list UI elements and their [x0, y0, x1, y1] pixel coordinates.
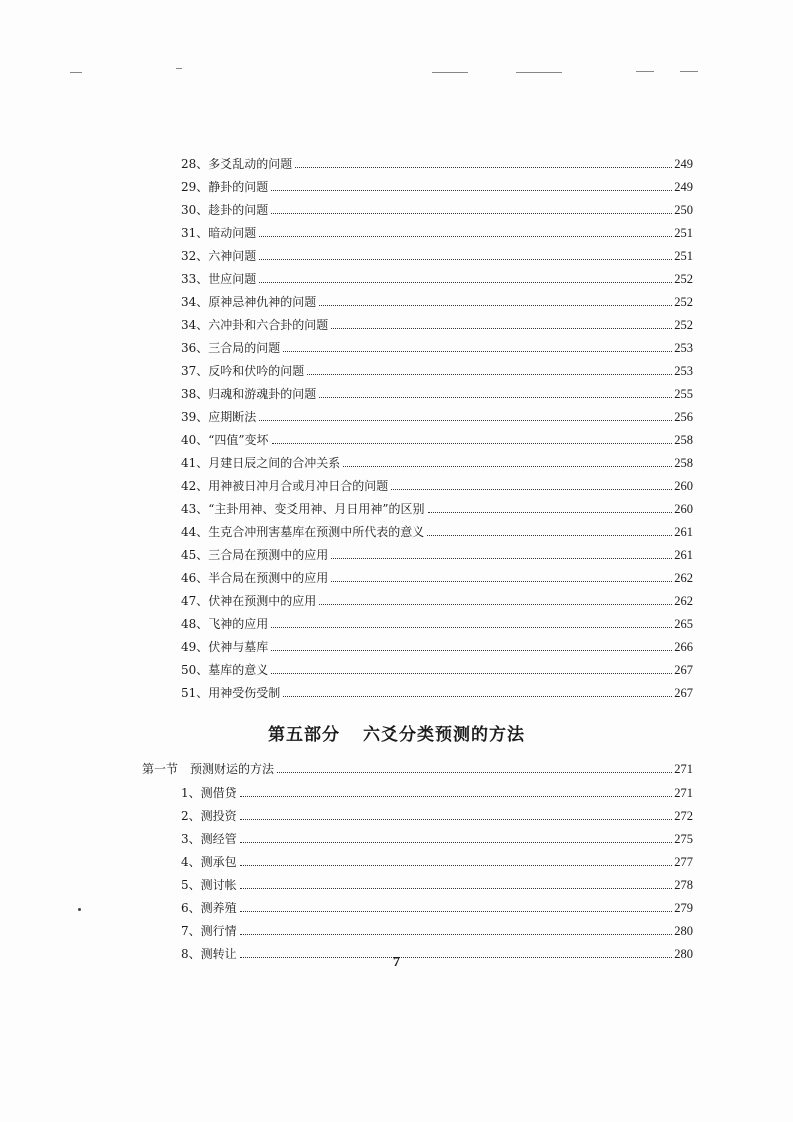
- toc-entry[interactable]: [181, 362, 693, 378]
- dot-leader: [277, 772, 672, 773]
- dot-leader: [319, 604, 672, 605]
- toc-entry-label: 36、三合局的问题: [181, 341, 281, 355]
- dot-leader: [307, 374, 672, 375]
- toc-entry-label: 7、测行情: [181, 924, 237, 938]
- scan-mark: [680, 71, 698, 72]
- toc-entry-page: 250: [674, 203, 693, 217]
- toc-entry[interactable]: [181, 899, 693, 915]
- toc-entry-label: 6、测养殖: [181, 901, 237, 915]
- toc-entry-page: 262: [674, 594, 693, 608]
- part-title: 六爻分类预测的方法: [362, 725, 525, 745]
- toc-entry-label: 30、趁卦的问题: [181, 203, 269, 217]
- toc-entry[interactable]: [181, 431, 693, 447]
- toc-entry[interactable]: [181, 615, 693, 631]
- part-label: 第五部分: [268, 725, 341, 745]
- toc-entry-label: 34、六冲卦和六合卦的问题: [181, 318, 329, 332]
- dot-leader: [391, 489, 672, 490]
- toc-entry-label: 47、伏神在预测中的应用: [181, 594, 317, 608]
- toc-entry[interactable]: [181, 853, 693, 869]
- toc-entry-page: 252: [674, 272, 693, 286]
- toc-entry-page: 267: [674, 663, 693, 677]
- toc-entry[interactable]: [181, 638, 693, 654]
- toc-entry-page: 253: [674, 341, 693, 355]
- dot-leader: [343, 466, 672, 467]
- toc-entry-label: 37、反吟和伏吟的问题: [181, 364, 305, 378]
- toc-entry-page: 267: [674, 686, 693, 700]
- toc-entry-label: 38、归魂和游魂卦的问题: [181, 387, 317, 401]
- toc-entry-page: 278: [674, 878, 693, 892]
- toc-entry-label: 33、世应问题: [181, 272, 257, 286]
- toc-entry-label: 5、测讨帐: [181, 878, 237, 892]
- toc-entry[interactable]: [181, 684, 693, 700]
- dot-leader: [240, 865, 673, 866]
- toc-entry-label: 51、用神受伤受制: [181, 686, 281, 700]
- dot-leader: [295, 167, 672, 168]
- dot-leader: [240, 911, 673, 912]
- toc-entry-page: 260: [674, 502, 693, 516]
- toc-entry-label: 40、“四值”变坏: [181, 433, 269, 447]
- toc-entry-page: 252: [674, 295, 693, 309]
- toc-entry-page: 252: [674, 318, 693, 332]
- toc-entry-page: 271: [674, 786, 693, 800]
- toc-entry[interactable]: [181, 247, 693, 263]
- toc-entry[interactable]: [181, 224, 693, 240]
- toc-entry[interactable]: [181, 155, 693, 171]
- dot-leader: [283, 696, 672, 697]
- toc-entry-page: 279: [674, 901, 693, 915]
- toc-entry[interactable]: [181, 477, 693, 493]
- toc-entry[interactable]: [181, 178, 693, 194]
- toc-entry-label: 1、测借贷: [181, 786, 237, 800]
- dot-leader: [331, 558, 672, 559]
- dot-leader: [259, 420, 672, 421]
- toc-entry-page: 280: [674, 947, 693, 961]
- scan-mark: [432, 72, 468, 73]
- toc-entry-label: 2、测投资: [181, 809, 237, 823]
- part-heading: [0, 720, 793, 745]
- toc-entry-page: 249: [674, 180, 693, 194]
- toc-entry[interactable]: [181, 876, 693, 892]
- toc-entry[interactable]: [181, 500, 693, 516]
- scan-speck: [78, 908, 81, 911]
- dot-leader: [240, 888, 673, 889]
- toc-entry[interactable]: [181, 454, 693, 470]
- dot-leader: [271, 213, 672, 214]
- dot-leader: [331, 581, 672, 582]
- toc-entry-page: 262: [674, 571, 693, 585]
- dot-leader: [319, 305, 672, 306]
- toc-entry-label: 48、飞神的应用: [181, 617, 269, 631]
- toc-entry-page: 265: [674, 617, 693, 631]
- dot-leader: [331, 328, 672, 329]
- toc-section-page: 271: [674, 762, 693, 776]
- toc-entry[interactable]: [181, 293, 693, 309]
- toc-entry-page: 275: [674, 832, 693, 846]
- dot-leader: [428, 512, 673, 513]
- dot-leader: [240, 796, 673, 797]
- toc-entry[interactable]: [181, 922, 693, 938]
- dot-leader: [240, 842, 673, 843]
- toc-entry-page: 280: [674, 924, 693, 938]
- dot-leader: [240, 934, 673, 935]
- toc-entry-label: 44、生克合冲刑害墓库在预测中所代表的意义: [181, 525, 425, 539]
- toc-entry[interactable]: [181, 385, 693, 401]
- toc-entry-page: 251: [674, 226, 693, 240]
- toc-entry-label: 41、月建日辰之间的合冲关系: [181, 456, 341, 470]
- toc-entry[interactable]: [181, 592, 693, 608]
- dot-leader: [271, 673, 672, 674]
- toc-entry-label: 3、测经管: [181, 832, 237, 846]
- toc-entry-page: 261: [674, 525, 693, 539]
- toc-entry[interactable]: [181, 523, 693, 539]
- dot-leader: [319, 397, 672, 398]
- toc-entry-label: 32、六神问题: [181, 249, 257, 263]
- dot-leader: [272, 443, 673, 444]
- dot-leader: [271, 627, 672, 628]
- scan-mark: [176, 68, 182, 69]
- toc-entry-page: 258: [674, 456, 693, 470]
- toc-section-entry[interactable]: [142, 760, 693, 776]
- toc-entry[interactable]: [181, 270, 693, 286]
- toc-entry-page: 266: [674, 640, 693, 654]
- toc-entry-label: 28、多爻乱动的问题: [181, 157, 293, 171]
- toc-entry-page: 258: [674, 433, 693, 447]
- dot-leader: [271, 190, 672, 191]
- dot-leader: [240, 819, 673, 820]
- toc-entry-label: 43、“主卦用神、变爻用神、月日用神”的区别: [181, 502, 425, 516]
- toc-entry-page: 261: [674, 548, 693, 562]
- toc-entry[interactable]: [181, 661, 693, 677]
- toc-entry-label: 39、应期断法: [181, 410, 257, 424]
- toc-entry-page: 251: [674, 249, 693, 263]
- page-number: 7: [393, 955, 400, 970]
- toc-entry-label: 4、测承包: [181, 855, 237, 869]
- toc-entry-page: 260: [674, 479, 693, 493]
- toc-entry[interactable]: [181, 807, 693, 823]
- toc-entry-label: 45、三合局在预测中的应用: [181, 548, 329, 562]
- dot-leader: [259, 259, 672, 260]
- toc-entry[interactable]: [181, 408, 693, 424]
- toc-entry[interactable]: [181, 830, 693, 846]
- toc-entry-label: 46、半合局在预测中的应用: [181, 571, 329, 585]
- toc-entry-label: 49、伏神与墓库: [181, 640, 269, 654]
- toc-section-label: 第一节 预测财运的方法: [142, 762, 275, 776]
- toc-entry[interactable]: [181, 784, 693, 800]
- toc-entry-label: 34、原神忌神仇神的问题: [181, 295, 317, 309]
- dot-leader: [427, 535, 672, 536]
- toc-entry-page: 249: [674, 157, 693, 171]
- dot-leader: [283, 351, 672, 352]
- toc-entry[interactable]: [181, 201, 693, 217]
- toc-entry-page: 272: [674, 809, 693, 823]
- toc-entry-label: 29、静卦的问题: [181, 180, 269, 194]
- dot-leader: [259, 282, 672, 283]
- scan-mark: [70, 72, 82, 73]
- toc-entry-page: 255: [674, 387, 693, 401]
- dot-leader: [271, 650, 672, 651]
- toc-entry[interactable]: [181, 339, 693, 355]
- toc-entry[interactable]: [181, 546, 693, 562]
- toc-entry-label: 50、墓库的意义: [181, 663, 269, 677]
- toc-entry-page: 277: [674, 855, 693, 869]
- scan-mark: [636, 71, 654, 72]
- toc-entry-page: 253: [674, 364, 693, 378]
- toc-entry[interactable]: [181, 569, 693, 585]
- scan-mark: [516, 72, 562, 73]
- toc-entry-label: 42、用神被日冲月合或月冲日合的问题: [181, 479, 389, 493]
- dot-leader: [259, 236, 672, 237]
- toc-entry-page: 256: [674, 410, 693, 424]
- toc-entry-label: 8、测转让: [181, 947, 237, 961]
- toc-entry[interactable]: [181, 316, 693, 332]
- toc-entry-label: 31、暗动问题: [181, 226, 257, 240]
